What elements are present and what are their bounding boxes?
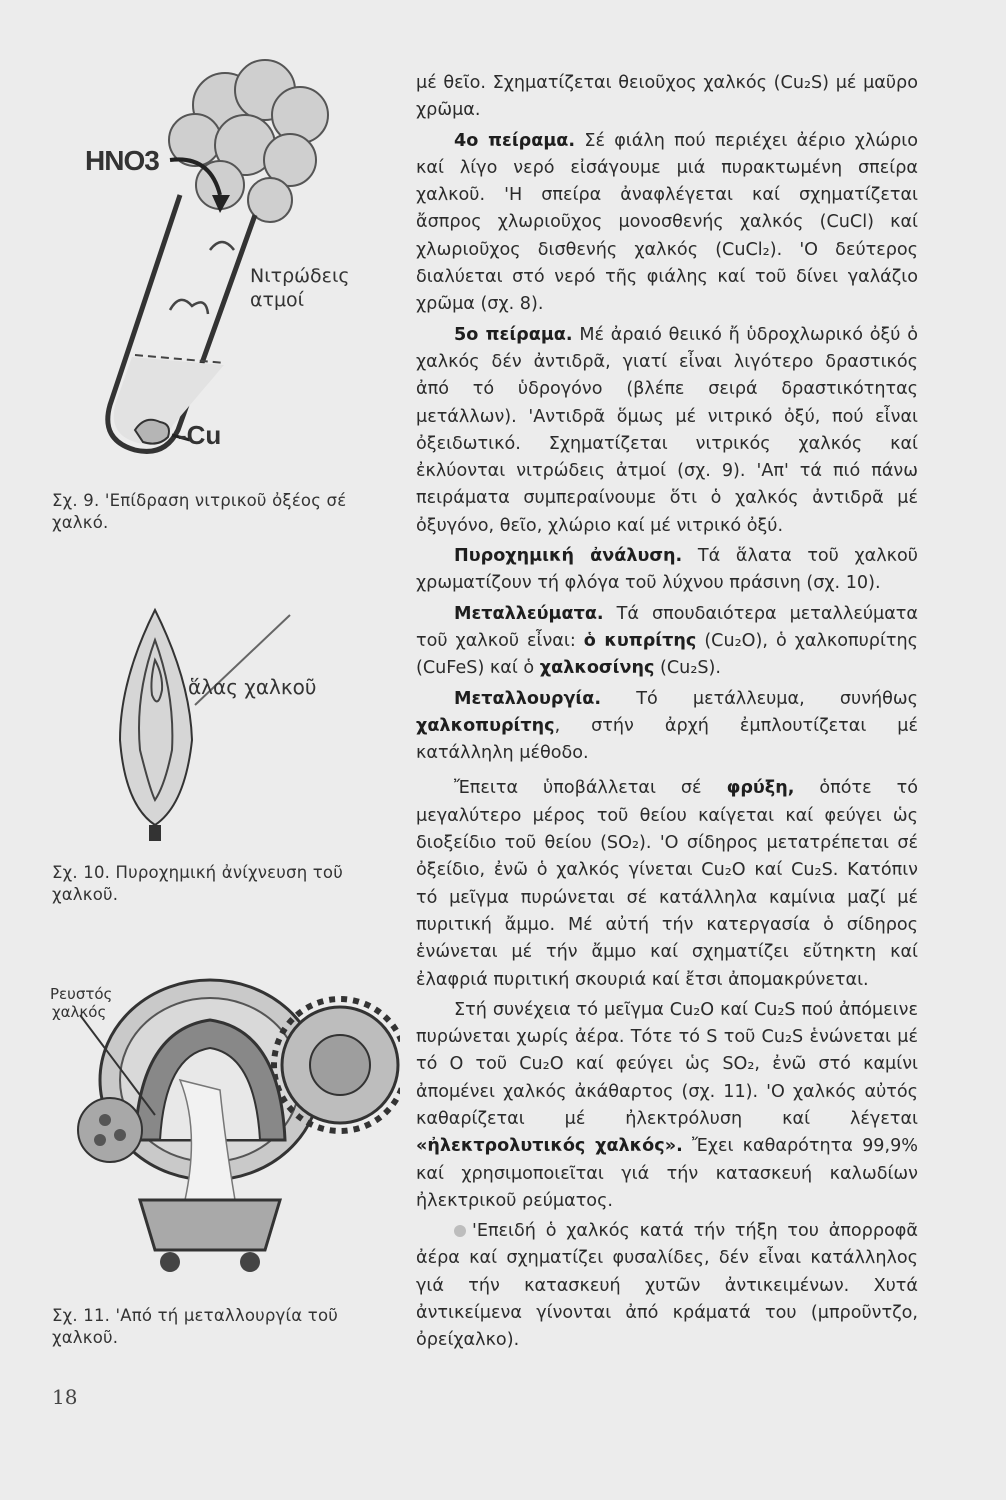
paragraph-flame-analysis: Πυροχημική ἀνάλυση. Τά ἅλατα τοῦ χαλκοῦ χρωματίζουν τή φλόγα τοῦ λύχνου πράσινη (σχ. 10). bbox=[416, 546, 918, 594]
page-number: 18 bbox=[52, 1385, 78, 1409]
paragraph-ores: Μεταλλεύματα. Τά σπουδαιότερα μεταλλεύματα τοῦ χαλκοῦ εἶναι: ὁ κυπρίτης (Cu₂O), ὁ χαλκοπυρίτης (CuFeS) καί ὁ χαλκοσίνης (Cu₂S). bbox=[416, 603, 918, 679]
paragraph-1: μέ θεῖο. Σχηματίζεται θειοῦχος χαλκός (Cu₂S) μέ μαῦρο χρῶμα. bbox=[416, 73, 918, 121]
figure-10 bbox=[100, 600, 400, 845]
paragraph-roasting: Ἔπειτα ὑποβάλλεται σέ φρύξη, ὁπότε τό μεγαλύτερο μέρος τοῦ θείου καίγεται καί φεύγει ὡς διοξείδιο τοῦ θείου (SO₂). 'Ο σίδηρος μετατρέπεται σέ ὀξείδιο, ἐνῶ ὁ χαλκός γίνεται Cu₂O καί Cu₂S. Κατόπιν τό μεῖγμα πυρώνεται σέ κατάλληλα καμίνια μαζί μέ πυριτική ἄμμο. Μέ αὐτή τήν κατεργασία ὁ σίδηρος ἑνώνεται μέ τήν ἄμμο καί σχηματίζει εὔτηκτη καί ἐλαφριά πυριτική σκουριά καί ἔτσι ἀπομακρύνεται. bbox=[416, 778, 918, 990]
molten-copper-label-line1: Ρευστός bbox=[50, 985, 113, 1003]
bullet-icon bbox=[454, 1225, 466, 1237]
hno3-label: HNO3 bbox=[85, 145, 159, 176]
paragraph-refining: Στή συνέχεια τό μεῖγμα Cu₂O καί Cu₂S πού ἀπόμεινε πυρώνεται χωρίς ἀέρα. Τότε τό S τοῦ Cu₂S ἑνώνεται μέ τό O τοῦ Cu₂O καί φεύγει ὡς SO₂, ἐνῶ στό καμίνι ἀπομένει χαλκός ἀκάθαρτος (σχ. 11). 'Ο χαλκός αὐτός καθαρίζεται μέ ἠλεκτρόλυση καί λέγεται «ἠλεκτρολυτικός χαλκός». Ἔχει καθαρότητα 99,9% καί χρησιμοποιεῖται γιά τήν κατασκευή καλωδίων ἠλεκτρικοῦ ρεύματος. bbox=[416, 999, 918, 1211]
cu-label: -Cu bbox=[178, 420, 222, 450]
flame-analysis-heading: Πυροχημική ἀνάλυση. bbox=[454, 546, 683, 567]
body-text bbox=[416, 70, 918, 1358]
test-tube-illustration bbox=[60, 45, 400, 465]
salt-label: ἅλας χαλκοῦ bbox=[188, 675, 317, 699]
figure-11 bbox=[50, 940, 400, 1300]
experiment-5-heading: 5ο πείραμα. bbox=[454, 324, 573, 345]
fumes-label-line2: ατμοί bbox=[250, 289, 305, 311]
paragraph-metallurgy: Μεταλλουργία. Τό μετάλλευμα, συνήθως χαλκοπυρίτης, στήν ἀρχή ἐμπλουτίζεται μέ κατάλληλη μέθοδο. bbox=[416, 688, 918, 764]
fumes-label-line1: Νιτρώδεις bbox=[250, 265, 350, 287]
figure-10-caption: Σχ. 10. Πυροχημική ἀνίχνευση τοῦ χαλκοῦ. bbox=[52, 863, 343, 904]
flame-illustration bbox=[100, 600, 400, 845]
figure-11-caption: Σχ. 11. 'Από τή μεταλλουργία τοῦ χαλκοῦ. bbox=[52, 1306, 338, 1347]
metallurgy-heading: Μεταλλουργία. bbox=[454, 688, 602, 709]
paragraph-experiment-4: 4ο πείραμα. Σέ φιάλη πού περιέχει ἀέριο χλώριο καί λίγο νερό εἰσάγουμε μιά πυρακτωμένη σπείρα χαλκοῦ. 'Η σπείρα ἀναφλέγεται καί σχηματίζεται ἄσπρος χλωριοῦχος μονοσθενής χαλκός (CuCl) καί χλωριοῦχος δισθενής χαλκός (CuCl₂). 'Ο δεύτερος διαλύεται στό νερό τῆς φιάλης καί τοῦ δίνει γαλάζιο χρῶμα (σχ. 8). bbox=[416, 130, 918, 315]
molten-copper-label-line2: χαλκός bbox=[52, 1003, 107, 1021]
figure-9-caption: Σχ. 9. 'Επίδραση νιτρικοῦ ὀξέος σέ χαλκό. bbox=[52, 491, 347, 532]
experiment-4-heading: 4ο πείραμα. bbox=[454, 130, 576, 151]
ores-heading: Μεταλλεύματα. bbox=[454, 603, 604, 624]
figure-9 bbox=[60, 45, 400, 465]
paragraph-experiment-5: 5ο πείραμα. Μέ ἀραιό θειικό ἤ ὑδροχλωρικό ὀξύ ὁ χαλκός δέν ἀντιδρᾶ, γιατί εἶναι λιγότερο δραστικός ἀπό τό ὑδρογόνο (βλέπε σειρά δραστικότητας μετάλλων). 'Αντιδρᾶ ὅμως μέ νιτρικό ὀξύ, πού εἶναι ὀξειδωτικό. Σχηματίζεται νιτρικός χαλκός καί ἐκλύονται νιτρώδεις ἀτμοί (σχ. 9). 'Απ' τά πιό πάνω πειράματα συμπεραίνουμε ὅτι ὁ χαλκός ἀντιδρᾶ μέ ὀξυγόνο, θεῖο, χλώριο καί μέ νιτρικό ὀξύ. bbox=[416, 324, 918, 536]
paragraph-casting-note: 'Επειδή ὁ χαλκός κατά τήν τήξη του ἀπορροφᾶ ἀέρα καί σχηματίζει φυσαλίδες, δέν εἶναι κατάλληλος γιά τήν κατασκευή χυτῶν ἀντικειμένων. Χυτά ἀντικείμενα γίνονται ἀπό κράματά του (μπροῦντζο, ὀρείχαλκο). bbox=[416, 1221, 918, 1351]
